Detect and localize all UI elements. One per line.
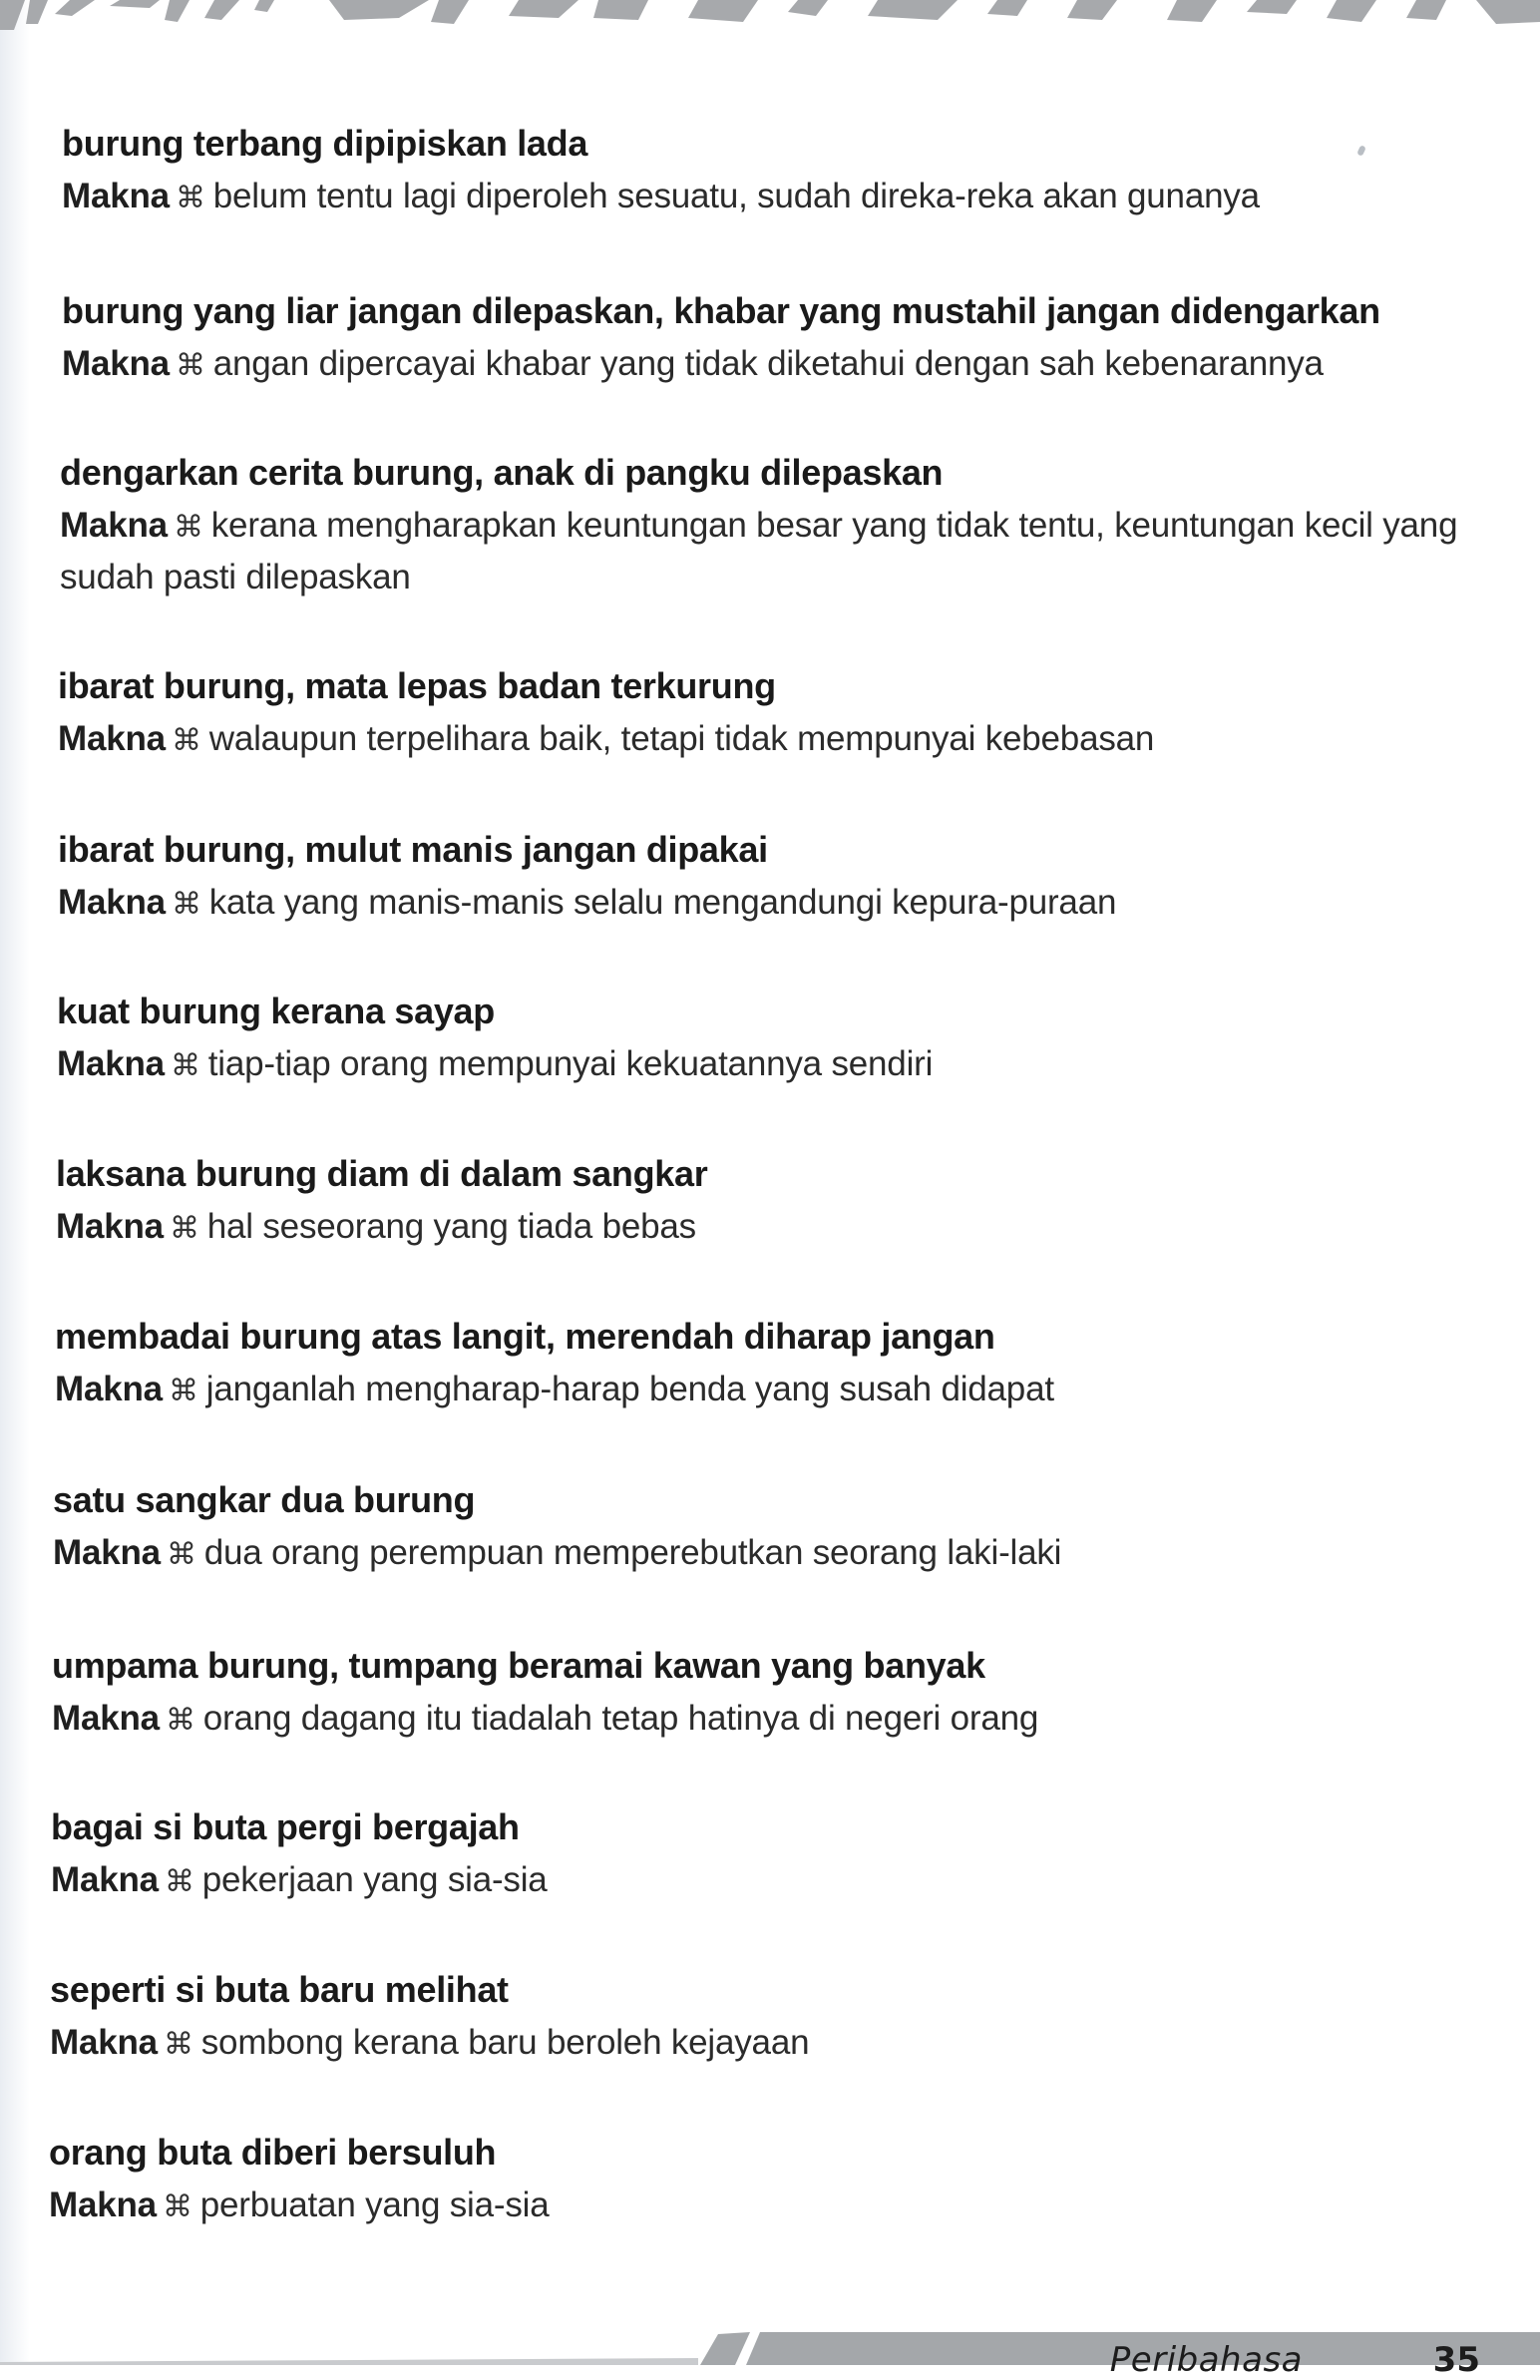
meaning-text: kata yang manis-manis selalu mengandungi kepura-puraan (208, 883, 1117, 922)
command-symbol-icon: ⌘ (169, 1211, 199, 1246)
proverb-entry (55, 1315, 1511, 1416)
proverb-entry (62, 122, 1518, 223)
proverb-title: seperti si buta baru melihat (50, 1969, 509, 2010)
meaning-label: Makna (50, 2023, 158, 2062)
proverb-meaning (52, 1694, 1508, 1746)
proverb-entry (57, 990, 1513, 1091)
proverb-entry (49, 2131, 1505, 2232)
command-symbol-icon: ⌘ (162, 2189, 192, 2224)
proverb-title: ibarat burung, mulut manis jangan dipakai (58, 829, 768, 870)
meaning-text: tiap-tiap orang mempunyai kekuatannya sendiri (207, 1044, 934, 1083)
command-symbol-icon: ⌘ (166, 1537, 196, 1572)
meaning-text: angan dipercayai khabar yang tidak diketahui dengan sah kebenarannya (212, 344, 1324, 383)
meaning-text: kerana mengharapkan keuntungan besar yang tidak tentu, keuntungan kecil yang sudah pasti dilepaskan (60, 506, 1458, 596)
meaning-text: belum tentu lagi diperoleh sesuatu, sudah direka-reka akan gunanya (212, 177, 1260, 215)
proverb-meaning (50, 2018, 1506, 2070)
meaning-label: Makna (51, 1860, 159, 1899)
proverb-title: dengarkan cerita burung, anak di pangku dilepaskan (60, 452, 944, 493)
proverb-meaning (55, 1365, 1511, 1416)
meaning-text: pekerjaan yang sia-sia (201, 1860, 548, 1899)
proverb-meaning (49, 2181, 1505, 2232)
proverb-title: laksana burung diam di dalam sangkar (56, 1153, 708, 1194)
command-symbol-icon: ⌘ (175, 348, 205, 383)
proverb-title: orang buta diberi bersuluh (49, 2132, 497, 2173)
command-symbol-icon: ⌘ (165, 1703, 195, 1738)
proverb-entry (51, 1805, 1507, 1907)
page-gutter-shadow (0, 0, 30, 2365)
page-number: 35 (1432, 2340, 1480, 2380)
proverb-title: burung terbang dipipiskan lada (62, 123, 588, 164)
command-symbol-icon: ⌘ (168, 1374, 198, 1408)
meaning-label: Makna (57, 1044, 165, 1083)
proverb-title: membadai burung atas langit, merendah diharap jangan (55, 1316, 995, 1357)
proverb-entry (62, 289, 1518, 391)
section-label: Peribahasa (1109, 2340, 1303, 2380)
command-symbol-icon: ⌘ (164, 1864, 194, 1899)
command-symbol-icon: ⌘ (170, 1048, 200, 1083)
proverb-entry (58, 664, 1514, 766)
proverb-meaning (58, 714, 1514, 766)
meaning-label: Makna (55, 1370, 163, 1408)
decorative-top-banner (0, 0, 1540, 30)
proverb-meaning (62, 339, 1518, 391)
proverb-title: umpama burung, tumpang beramai kawan yang banyak (52, 1645, 985, 1686)
proverb-entry (58, 828, 1514, 930)
meaning-label: Makna (56, 1207, 164, 1246)
meaning-label: Makna (62, 344, 170, 383)
meaning-text: sombong kerana baru beroleh kejayaan (200, 2023, 810, 2062)
proverb-meaning (57, 1039, 1513, 1091)
command-symbol-icon: ⌘ (173, 510, 203, 545)
proverb-title: burung yang liar jangan dilepaskan, khabar yang mustahil jangan didengarkan (62, 290, 1380, 331)
proverb-meaning (53, 1528, 1509, 1580)
proverb-title: ibarat burung, mata lepas badan terkurung (58, 665, 776, 706)
proverb-entry (56, 1152, 1512, 1254)
meaning-label: Makna (53, 1533, 161, 1572)
proverb-entry (50, 1968, 1506, 2070)
meaning-text: perbuatan yang sia-sia (199, 2185, 550, 2224)
proverb-title: bagai si buta pergi bergajah (51, 1806, 520, 1847)
command-symbol-icon: ⌘ (175, 181, 205, 215)
meaning-text: hal seseorang yang tiada bebas (206, 1207, 696, 1246)
meaning-text: janganlah mengharap-harap benda yang susah didapat (205, 1370, 1054, 1408)
footer-band (0, 2314, 1540, 2365)
meaning-text: orang dagang itu tiadalah tetap hatinya di negeri orang (202, 1699, 1039, 1738)
command-symbol-icon: ⌘ (171, 887, 201, 922)
proverb-entry (60, 451, 1476, 602)
proverb-meaning (56, 1202, 1512, 1254)
meaning-label: Makna (58, 719, 166, 758)
meaning-text: walaupun terpelihara baik, tetapi tidak mempunyai kebebasan (208, 719, 1155, 758)
meaning-label: Makna (62, 177, 170, 215)
proverb-entry (53, 1478, 1509, 1580)
proverb-meaning (58, 878, 1514, 930)
command-symbol-icon: ⌘ (171, 723, 201, 758)
proverb-entry (52, 1644, 1508, 1746)
meaning-label: Makna (58, 883, 166, 922)
meaning-text: dua orang perempuan memperebutkan seorang laki-laki (203, 1533, 1062, 1572)
proverb-meaning (60, 501, 1476, 602)
proverb-title: satu sangkar dua burung (53, 1479, 476, 1520)
proverb-meaning (51, 1855, 1507, 1907)
proverb-meaning (62, 172, 1518, 223)
meaning-label: Makna (49, 2185, 157, 2224)
proverb-title: kuat burung kerana sayap (57, 991, 495, 1031)
meaning-label: Makna (52, 1699, 160, 1738)
meaning-label: Makna (60, 506, 168, 545)
command-symbol-icon: ⌘ (163, 2027, 193, 2062)
